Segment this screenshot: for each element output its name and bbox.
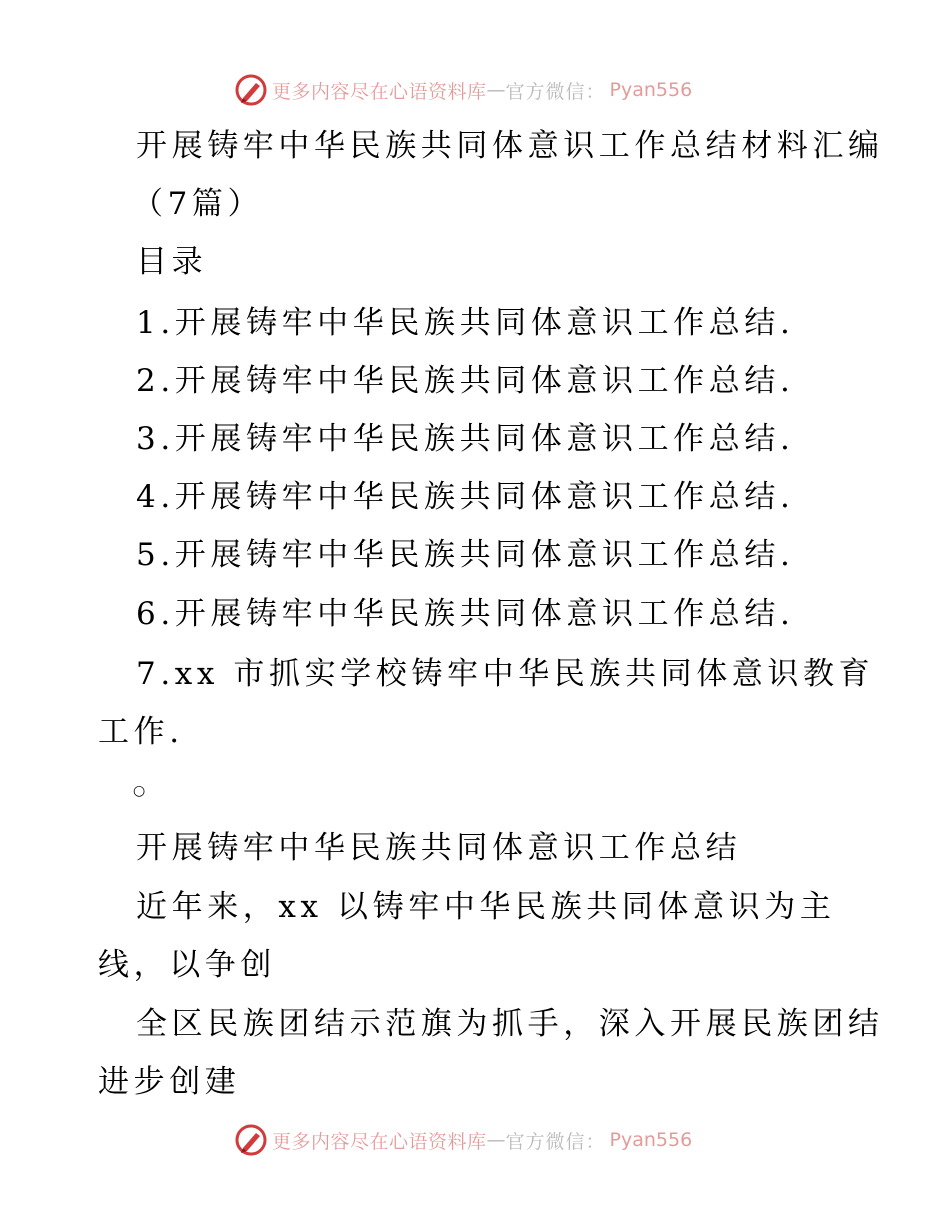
document-title-line-2: （7篇）	[132, 186, 264, 222]
banner-wechat-handle: Pyan556	[609, 1129, 693, 1151]
paragraph-line-2: 线，以争创	[98, 947, 276, 983]
paragraph-line-4: 进步创建	[98, 1064, 241, 1100]
banner-official-label: 官方微信：	[505, 1130, 606, 1153]
toc-item-3: 3.开展铸牢中华民族共同体意识工作总结.	[136, 421, 795, 457]
banner-official-label: 官方微信：	[505, 80, 606, 103]
toc-heading: 目录	[136, 244, 208, 280]
footer-banner	[234, 1122, 734, 1158]
header-banner	[234, 72, 734, 108]
banner-brand-text: 更多内容尽在心语资料库	[272, 1130, 487, 1153]
toc-item-4: 4.开展铸牢中华民族共同体意识工作总结.	[136, 479, 795, 515]
banner-dash: —	[486, 79, 506, 101]
banner-dash: —	[486, 1129, 506, 1151]
toc-item-7-continued: 工作.	[98, 714, 184, 750]
pen-logo-icon	[234, 1123, 268, 1157]
paragraph-line-1: 近年来，xx 以铸牢中华民族共同体意识为主	[136, 889, 836, 925]
document-title-line-1: 开展铸牢中华民族共同体意识工作总结材料汇编	[136, 128, 884, 164]
toc-item-1: 1.开展铸牢中华民族共同体意识工作总结.	[136, 305, 795, 341]
toc-item-6: 6.开展铸牢中华民族共同体意识工作总结.	[136, 596, 795, 632]
banner-wechat-handle: Pyan556	[609, 79, 693, 101]
toc-item-2: 2.开展铸牢中华民族共同体意识工作总结.	[136, 363, 795, 399]
pen-logo-icon	[234, 73, 268, 107]
toc-item-5: 5.开展铸牢中华民族共同体意识工作总结.	[136, 537, 795, 573]
toc-item-7: 7.xx 市抓实学校铸牢中华民族共同体意识教育	[136, 656, 875, 692]
section-title: 开展铸牢中华民族共同体意识工作总结	[136, 830, 742, 866]
paragraph-line-3: 全区民族团结示范旗为抓手，深入开展民族团结	[136, 1006, 884, 1042]
banner-brand-text: 更多内容尽在心语资料库	[272, 80, 487, 103]
paragraph-mark: ○	[133, 783, 146, 799]
